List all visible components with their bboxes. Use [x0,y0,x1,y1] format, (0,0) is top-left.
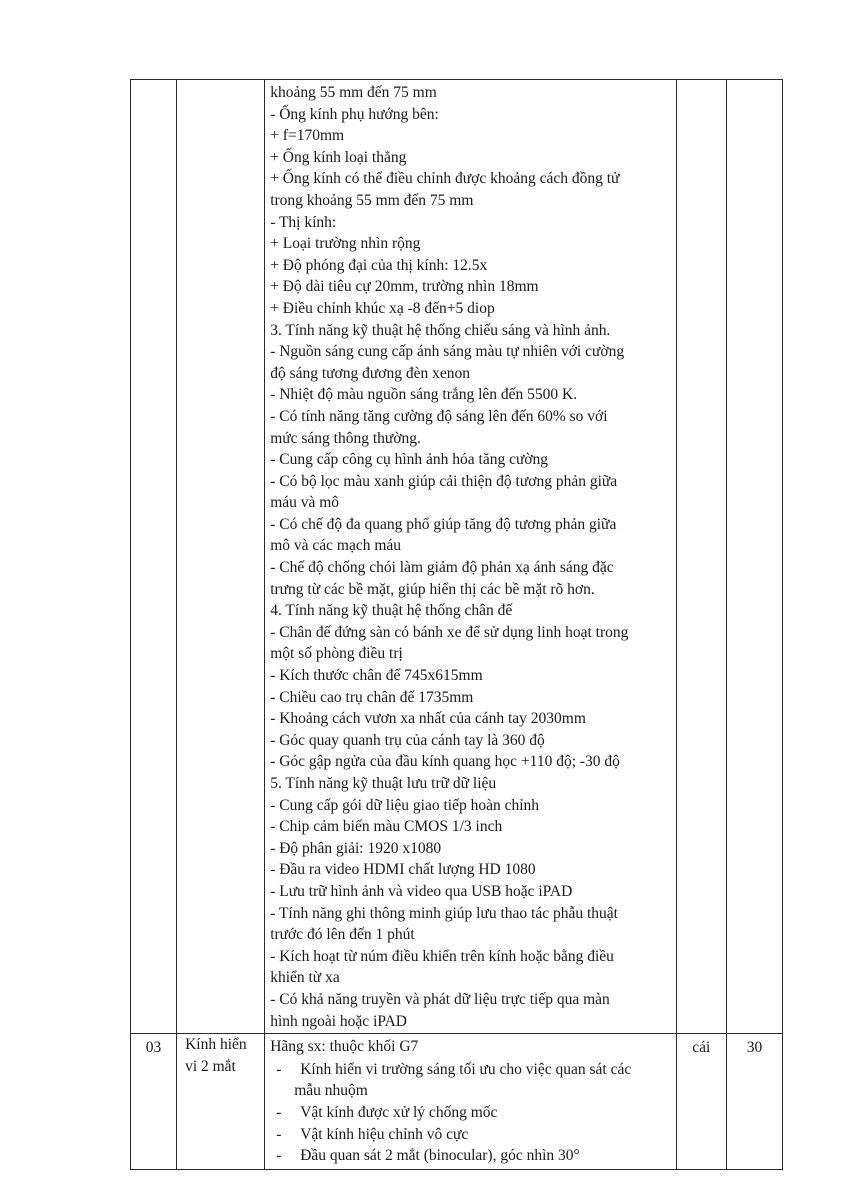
item-name-line2: vi 2 mắt [185,1057,236,1075]
description-line: + Độ phóng đại của thị kính: 12.5x [270,256,488,274]
unit-cell-empty [676,80,726,1034]
description-line: máu và mô [270,494,340,512]
description-line: - Góc quay quanh trụ của cánh tay là 360 độ [270,731,545,749]
description-line: + Loại trường nhìn rộng [270,235,421,253]
description-line: - Kích hoạt từ núm điều khiển trên kính hoặc bằng điều [270,947,614,965]
description-line: độ sáng tương đương đèn xenon [270,364,470,382]
bullet-text: mẫu nhuộm [294,1082,368,1100]
description-line: - Có bộ lọc màu xanh giúp cải thiện độ tương phản giữa [270,472,618,490]
brand-line: Hãng sx: thuộc khối G7 [270,1038,419,1056]
bullet-text: Kính hiển vi trường sáng tối ưu cho việc quan sát các [300,1060,632,1078]
description-line: khoảng 55 mm đến 75 mm [270,84,437,101]
description-line: trong khoảng 55 mm đến 75 mm [270,191,474,209]
description-line: - Góc gập ngửa của đầu kính quang học +110 độ; -30 độ [270,753,620,771]
description-line: - Kích thước chân đế 745x615mm [270,667,483,685]
description-line: một số phòng điều trị [270,645,403,663]
description-line: hình ngoài hoặc iPAD [270,1012,407,1030]
quantity-value: 30 [746,1039,763,1057]
description-line: trưng từ các bề mặt, giúp hiển thị các bề mặt rõ hơn. [270,580,595,598]
description-line: + Độ dài tiêu cự 20mm, trường nhìn 18mm [270,278,539,296]
description-line: - Cung cấp công cụ hình ảnh hóa tăng cường [270,451,549,469]
description-line: + f=170mm [270,127,345,145]
description-line: trước đó lên đến 1 phút [270,926,415,944]
description-line: - Có chế độ đa quang phổ giúp tăng độ tương phản giữa [270,515,617,533]
bullet-item [270,1124,672,1146]
description-line: - Nhiệt độ màu nguồn sáng trắng lên đến 5500 K. [270,386,578,404]
table-row-continued [131,80,783,1034]
description-line: - Tính năng ghi thông minh giúp lưu thao tác phẫu thuật [270,904,618,922]
description-line: + Điều chỉnh khúc xạ -8 đến+5 diop [270,299,495,317]
bullet-list [270,1059,672,1167]
description-line: - Chip cảm biến màu CMOS 1/3 inch [270,818,503,836]
description-line: - Có khả năng truyền và phát dữ liệu trực tiếp qua màn [270,990,610,1008]
description-line: - Chế độ chống chói làm giảm độ phản xạ ánh sáng đặc [270,559,614,577]
name-cell-empty [177,80,265,1034]
description-line: khiển từ xa [270,969,340,987]
description-line: + Ống kính có thể điều chỉnh được khoảng cách đồng tử [270,170,620,188]
table-row-item-03 [131,1034,783,1170]
stt-cell [131,1034,177,1170]
description-line: - Khoảng cách vươn xa nhất của cánh tay 2030mm [270,710,586,728]
description-line: - Có tính năng tăng cường độ sáng lên đến 60% so với [270,407,608,425]
description-line: mô và các mạch máu [270,537,402,555]
description-line: + Ống kính loại thẳng [270,148,407,166]
item-number: 03 [145,1039,162,1057]
description-line: - Độ phân giải: 1920 x1080 [270,839,442,857]
bullet-dash: - [276,1103,282,1121]
bullet-dash: - [276,1060,282,1078]
quantity-cell [726,1034,782,1170]
bullet-item [270,1080,672,1102]
bullet-text: Vật kính được xử lý chống mốc [300,1103,498,1121]
item-name-cell [177,1034,265,1170]
item-name-line1: Kính hiển [185,1036,247,1054]
description-line: 4. Tính năng kỹ thuật hệ thống chân đế [270,602,513,620]
description-line: - Chiều cao trụ chân đế 1735mm [270,688,474,706]
description-line: - Đầu ra video HDMI chất lượng HD 1080 [270,861,536,879]
specification-table [130,79,783,1170]
description-line: - Cung cấp gói dữ liệu giao tiếp hoàn chỉnh [270,796,540,814]
description-line: mức sáng thông thường. [270,429,421,447]
unit-cell [676,1034,726,1170]
bullet-item [270,1102,672,1124]
description-lines [270,82,672,1032]
bullet-text: Vật kính hiệu chỉnh vô cực [300,1125,469,1143]
unit-value: cái [692,1039,711,1057]
stt-cell-empty [131,80,177,1034]
quantity-cell-empty [726,80,782,1034]
bullet-item [270,1059,672,1081]
description-cell [265,80,677,1034]
description-line: - Lưu trữ hình ảnh và video qua USB hoặc iPAD [270,882,573,900]
description-line: 3. Tính năng kỹ thuật hệ thống chiếu sáng và hình ảnh. [270,321,611,339]
bullet-text: Đầu quan sát 2 mắt (binocular), góc nhìn 30° [300,1147,580,1165]
bullet-dash: - [276,1147,282,1165]
description-line: - Thị kính: [270,213,337,231]
description-line: - Chân đế đứng sàn có bánh xe để sử dụng linh hoạt trong [270,623,629,641]
item-description-cell [265,1034,677,1170]
description-line: 5. Tính năng kỹ thuật lưu trữ dữ liệu [270,775,497,792]
description-line: - Ống kính phụ hướng bên: [270,105,439,123]
bullet-dash: - [276,1125,282,1143]
description-line: - Nguồn sáng cung cấp ánh sáng màu tự nhiên với cường [270,343,625,361]
bullet-item [270,1145,672,1167]
